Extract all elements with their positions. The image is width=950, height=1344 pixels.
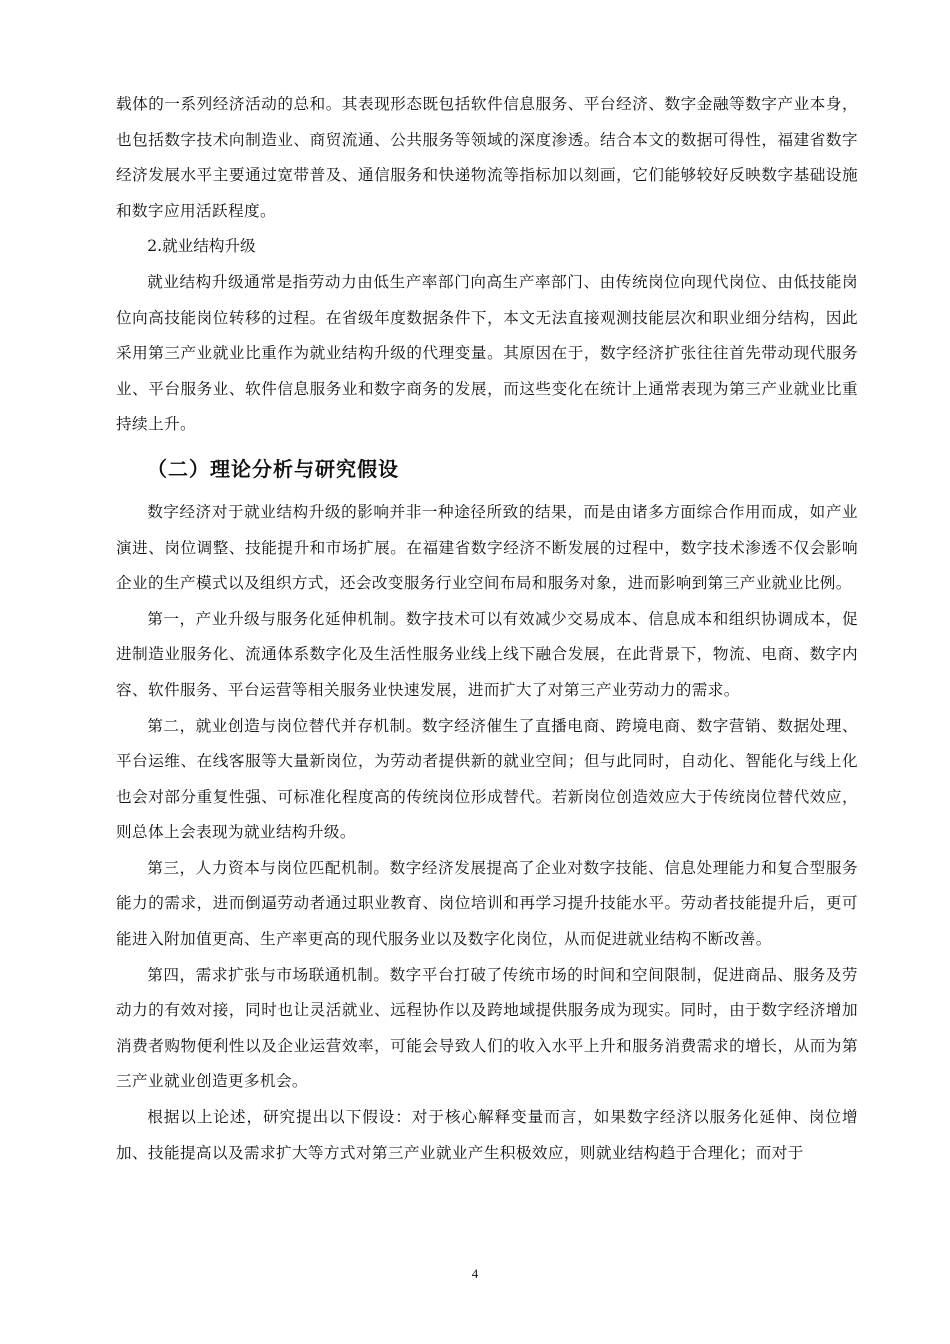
paragraph-employment-structure: 就业结构升级通常是指劳动力由低生产率部门向高生产率部门、由传统岗位向现代岗位、由低技能岗位向高技能岗位转移的过程。在省级年度数据条件下，本文无法直接观测技能层次和职业细分结构，因此采用第三产业就业比重作为就业结构升级的代理变量。其原因在于，数字经济扩张往往首先带动现代服务业、平台服务业、软件信息服务业和数字商务的发展，而这些变化在统计上通常表现为第三产业就业比重持续上升。 [116, 272, 858, 434]
subheading-employment-structure: 2.就业结构升级 [147, 237, 256, 256]
paragraph-theory-intro: 数字经济对于就业结构升级的影响并非一种途径所致的结果，而是由诸多方面综合作用而成，如产业演进、岗位调整、技能提升和市场扩展。在福建省数字经济不断发展的过程中，数字技术渗透不仅会影响企业的生产模式以及组织方式，还会改变服务行业空间布局和服务对象，进而影响到第三产业就业比例。 [116, 502, 858, 593]
paragraph-hypothesis: 根据以上论述，研究提出以下假设：对于核心解释变量而言，如果数字经济以服务化延伸、岗位增加、技能提高以及需求扩大等方式对第三产业就业产生积极效应，则就业结构趋于合理化；而对于 [116, 1108, 858, 1162]
paragraph-mechanism-2: 第二，就业创造与岗位替代并存机制。数字经济催生了直播电商、跨境电商、数字营销、数据处理、平台运维、在线客服等大量新岗位，为劳动者提供新的就业空间；但与此同时，自动化、智能化与线上化也会对部分重复性强、可标准化程度高的传统岗位形成替代。若新岗位创造效应大于传统岗位替代效应，则总体上会表现为就业结构升级。 [116, 716, 858, 842]
paragraph-mechanism-1: 第一，产业升级与服务化延伸机制。数字技术可以有效减少交易成本、信息成本和组织协调成本，促进制造业服务化、流通体系数字化及生活性服务业线上线下融合发展，在此背景下，物流、电商、数字内容、软件服务、平台运营等相关服务业快速发展，进而扩大了对第三产业劳动力的需求。 [116, 609, 858, 699]
paragraph-digital-economy-definition: 载体的一系列经济活动的总和。其表现形态既包括软件信息服务、平台经济、数字金融等数字产业本身，也包括数字技术向制造业、商贸流通、公共服务等领域的深度渗透。结合本文的数据可得性，福建省数字经济发展水平主要通过宽带普及、通信服务和快递物流等指标加以刻画，它们能够较好反映数字基础设施和数字应用活跃程度。 [116, 95, 858, 220]
section-heading-theory: （二）理论分析与研究假设 [147, 456, 399, 481]
body-text [116, 87, 858, 1171]
paragraph-mechanism-4: 第四，需求扩张与市场联通机制。数字平台打破了传统市场的时间和空间限制，促进商品、服务及劳动力的有效对接，同时也让灵活就业、远程协作以及跨地域提供服务成为现实。同时，由于数字经济增加消费者购物便利性以及企业运营效率，可能会导致人们的收入水平上升和服务消费需求的增长，从而为第三产业就业创造更多机会。 [116, 965, 858, 1091]
page-number: 4 [471, 1266, 479, 1281]
paragraph-mechanism-3: 第三，人力资本与岗位匹配机制。数字经济发展提高了企业对数字技能、信息处理能力和复合型服务能力的需求，进而倒逼劳动者通过职业教育、岗位培训和再学习提升技能水平。劳动者技能提升后，更可能进入附加值更高、生产率更高的现代服务业以及数字化岗位，从而促进就业结构不断改善。 [116, 858, 858, 949]
